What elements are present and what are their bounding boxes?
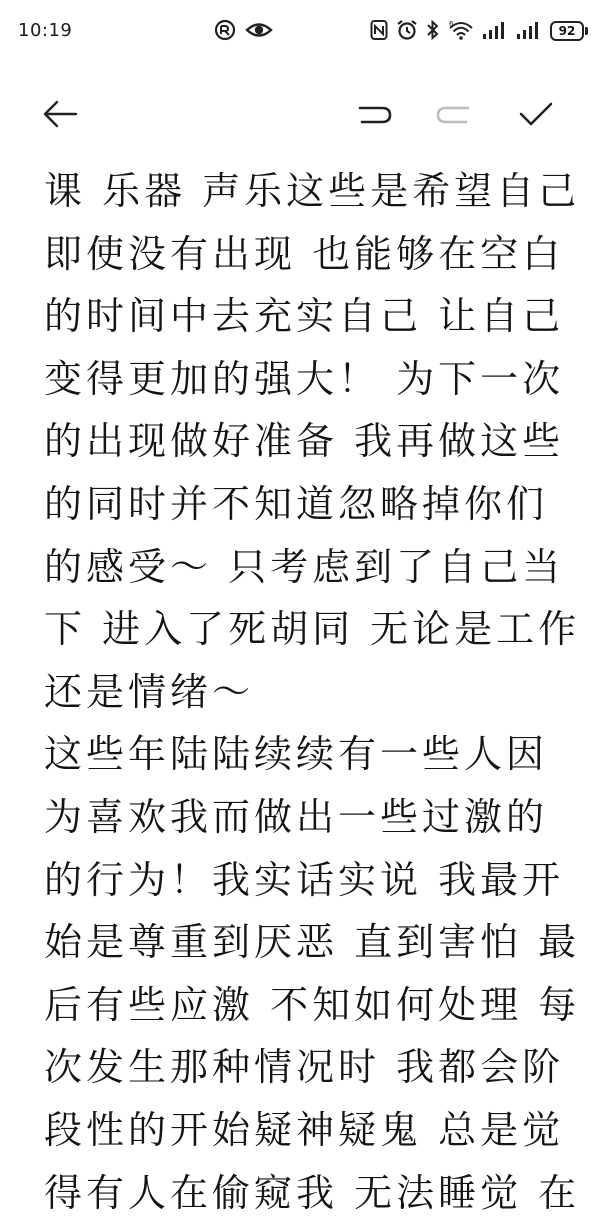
wifi-icon	[448, 19, 474, 43]
note-line: 次发生那种情况时 我都会阶	[44, 1036, 564, 1099]
note-line: 课 乐器 声乐这些是希望自己	[44, 160, 564, 223]
note-line: 即使没有出现 也能够在空白	[44, 223, 564, 286]
alarm-icon	[396, 19, 418, 43]
eye-icon	[246, 19, 272, 43]
back-button[interactable]	[38, 92, 82, 136]
status-right-icons	[370, 19, 588, 43]
note-line: 下 进入了死胡同 无论是工作	[44, 598, 564, 661]
note-line: 的感受～ 只考虑到了自己当	[44, 536, 564, 599]
editor-toolbar	[0, 80, 600, 150]
note-line: 为喜欢我而做出一些过激的	[44, 786, 564, 849]
note-line: 的时间中去充实自己 让自己	[44, 285, 564, 348]
note-line: 变得更加的强大！ 为下一次	[44, 348, 564, 411]
note-line: 这些年陆陆续续有一些人因	[44, 723, 564, 786]
done-button[interactable]	[514, 92, 558, 136]
note-body[interactable]	[44, 160, 564, 1178]
note-line: 还是情绪～	[44, 661, 564, 724]
redo-button[interactable]	[432, 92, 476, 136]
bluetooth-icon	[426, 19, 440, 43]
arrow-left-icon	[40, 94, 80, 134]
svg-text:6: 6	[449, 20, 454, 28]
checkmark-icon	[516, 94, 556, 134]
battery-level: 92	[550, 21, 584, 41]
status-bar	[0, 0, 600, 64]
note-line: 的行为！我实话实说 我最开	[44, 849, 564, 912]
signal-icon	[516, 19, 542, 43]
status-time: 10:19	[18, 20, 72, 41]
note-line: 始是尊重到厌恶 直到害怕 最	[44, 911, 564, 974]
undo-button[interactable]	[352, 92, 396, 136]
battery-indicator	[550, 21, 588, 41]
battery-tip	[585, 27, 588, 35]
nfc-icon	[370, 19, 388, 43]
app-notification-icon	[214, 19, 236, 43]
signal-icon	[482, 19, 508, 43]
note-line: 得有人在偷窥我 无法睡觉 在	[44, 1162, 564, 1224]
status-center-icons	[214, 19, 272, 43]
note-line: 段性的开始疑神疑鬼 总是觉	[44, 1099, 564, 1162]
note-line: 的同时并不知道忽略掉你们	[44, 473, 564, 536]
redo-icon	[434, 94, 474, 134]
undo-icon	[354, 94, 394, 134]
note-line: 的出现做好准备 我再做这些	[44, 410, 564, 473]
note-line: 后有些应激 不知如何处理 每	[44, 974, 564, 1037]
